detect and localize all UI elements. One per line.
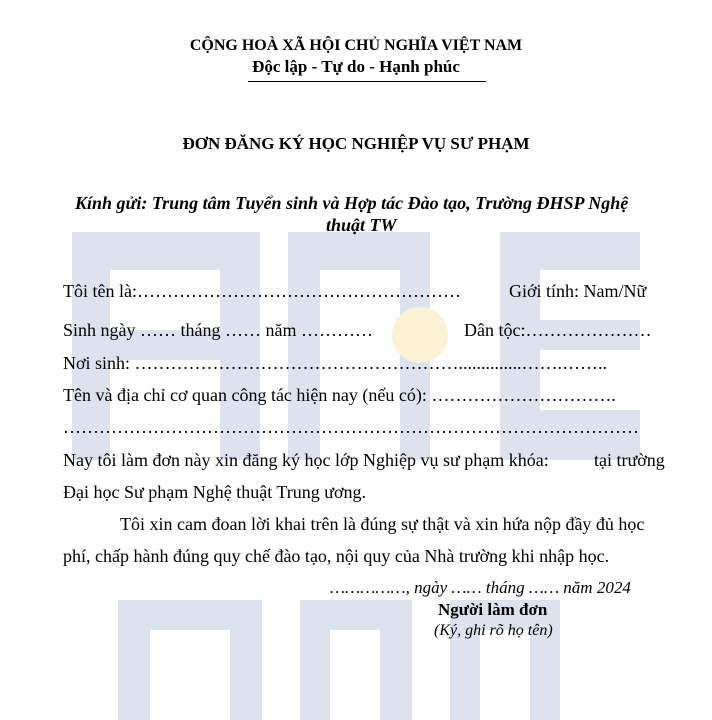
birthplace-field: Nơi sinh: ………………………………………………..............…….…….. <box>63 353 608 373</box>
motto-underline <box>248 81 486 82</box>
signer-title: Người làm đơn <box>438 600 548 619</box>
document-title: ĐƠN ĐĂNG KÝ HỌC NGHIỆP VỤ SƯ PHẠM <box>182 134 530 153</box>
motto: Độc lập - Tự do - Hạnh phúc <box>252 57 460 76</box>
gender-field: Giới tính: Nam/Nữ <box>509 281 647 301</box>
recipient-prefix: Kính gửi: <box>75 193 148 213</box>
recipient-line-1 <box>75 193 628 214</box>
ethnicity-field: Dân tộc:………………… <box>464 320 652 340</box>
request-tail: tại trường <box>594 450 665 470</box>
name-field: Tôi tên là:……………………………………………… <box>63 281 461 301</box>
recipient-line-2: thuật TW <box>326 215 397 235</box>
workplace-field: Tên và địa chỉ cơ quan công tác hiện nay (nếu có): …………………………. <box>63 385 616 405</box>
recipient-text-1: Trung tâm Tuyển sinh và Hợp tác Đào tạo, Trường ĐHSP Nghệ <box>151 193 629 213</box>
pledge-line-1: Tôi xin cam đoan lời khai trên là đúng sự thật và xin hứa nộp đầy đủ học <box>120 514 645 534</box>
request-line-1: Nay tôi làm đơn này xin đăng ký học lớp Nghiệp vụ sư phạm khóa: <box>63 450 549 470</box>
place-date-line: ……………, ngày …… tháng …… năm 2024 <box>330 578 631 597</box>
workplace-continuation: …………………………………………………………………………………… <box>63 417 639 437</box>
signature-note: (Ký, ghi rõ họ tên) <box>434 622 553 639</box>
request-line-2: Đại học Sư phạm Nghệ thuật Trung ương. <box>63 482 367 502</box>
pledge-line-2: phí, chấp hành đúng quy chế đào tạo, nội quy của Nhà trường khi nhập học. <box>63 546 610 566</box>
nation-header: CỘNG HOÀ XÃ HỘI CHỦ NGHĨA VIỆT NAM <box>189 37 523 54</box>
dob-field: Sinh ngày …… tháng …… năm ………… <box>63 320 373 340</box>
